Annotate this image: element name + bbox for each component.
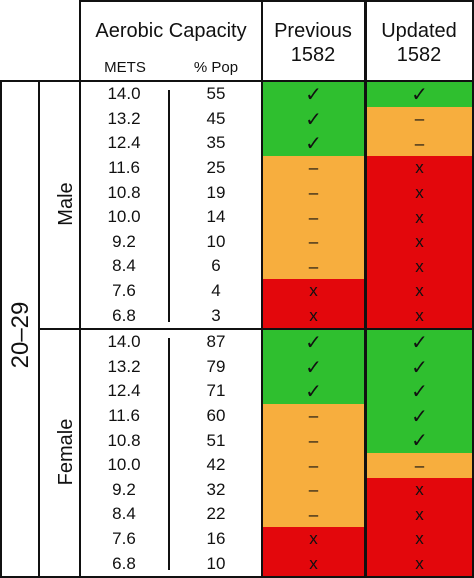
mets-value: 7.6 [112,529,136,549]
mets-value: 10.8 [107,182,141,202]
previous-status-cell [262,428,365,453]
pop-value: 14 [206,207,226,227]
pop-value: 6 [211,256,221,276]
cross-icon: x [415,182,424,202]
pop-value: 51 [206,430,226,450]
age-group-text: 20–29 [7,301,34,369]
updated-status-cell [366,453,473,478]
cross-icon: x [309,529,318,549]
group-divider [38,328,474,330]
top-border [80,0,474,2]
header-bottom-border [0,80,474,82]
updated-status-cell [366,230,473,255]
pop-value: 79 [206,356,226,376]
pop-value: 19 [206,182,226,202]
mets-value: 10.0 [107,455,141,475]
cross-icon: x [415,305,424,325]
updated-status-cell [366,254,473,279]
previous-status-cell [262,404,365,429]
left-border [0,80,2,578]
mets-value: 6.8 [112,553,136,573]
previous-status-cell [262,527,365,552]
previous-status-cell [262,453,365,478]
mets-value: 9.2 [112,231,136,251]
dash-icon: – [308,455,319,475]
previous-status-cell [262,230,365,255]
dash-icon: – [308,232,319,252]
check-icon: ✓ [411,84,428,107]
mets-value: 7.6 [112,281,136,301]
updated-status-cell [366,404,473,429]
mets-value: 6.8 [112,305,136,325]
updated-heading-line-1: Updated [381,20,457,42]
cross-icon: x [415,207,424,227]
updated-status-cell [366,303,473,328]
mets-value: 9.2 [112,479,136,499]
check-icon: ✓ [305,356,322,379]
mets-value: 13.2 [107,108,141,128]
mets-value: 8.4 [112,256,136,276]
cross-icon: x [415,256,424,276]
cross-icon: x [415,232,424,252]
mets-value: 13.2 [107,356,141,376]
updated-status-cell [366,551,473,576]
previous-column-heading [262,10,364,76]
updated-status-cell [366,330,473,355]
mets-value: 11.6 [108,406,140,426]
cross-icon: x [415,529,424,549]
check-icon: ✓ [305,332,322,355]
previous-heading-line-2: 1582 [290,44,336,66]
pop-value: 32 [206,479,226,499]
male-label-text: Male [54,182,77,226]
dash-icon: – [308,158,319,178]
mets-value: 8.4 [112,504,136,524]
dash-icon: – [414,133,425,153]
check-icon: ✓ [411,430,428,453]
mets-pop-divider [168,90,170,322]
updated-status-cell [366,478,473,503]
check-icon: ✓ [411,356,428,379]
pop-value: 10 [206,231,226,251]
updated-status-cell [366,279,473,304]
check-icon: ✓ [305,108,322,131]
updated-status-cell [366,428,473,453]
updated-status-cell [366,205,473,230]
updated-status-cell [366,131,473,156]
mets-value: 11.6 [108,158,140,178]
cross-icon: x [415,553,424,573]
aerobic-capacity-heading [80,14,262,48]
dash-icon: – [308,406,319,426]
mets-value: 12.4 [107,133,141,153]
previous-left-divider [261,0,263,578]
cross-icon: x [415,504,424,524]
pop-value: 60 [206,406,226,426]
updated-status-cell [366,355,473,380]
previous-status-cell [262,254,365,279]
pop-value: 16 [206,529,226,549]
previous-status-cell [262,205,365,230]
check-icon: ✓ [305,381,322,404]
updated-status-cell [366,502,473,527]
previous-status-cell [262,107,365,132]
dash-icon: – [414,109,425,129]
cross-icon: x [309,553,318,573]
aerobic-capacity-title: Aerobic Capacity [95,20,247,42]
pop-column-heading: % Pop [193,58,239,76]
check-icon: ✓ [411,332,428,355]
dash-icon: – [308,182,319,202]
age-sex-divider [38,80,40,578]
updated-status-cell [366,527,473,552]
cross-icon: x [309,281,318,301]
previous-heading-line-1: Previous [274,20,352,42]
mets-value: 12.4 [107,381,141,401]
cross-icon: x [415,480,424,500]
header-left-divider [79,0,81,578]
check-icon: ✓ [411,381,428,404]
previous-status-cell [262,156,365,181]
pop-value: 55 [206,84,226,104]
cross-icon: x [415,158,424,178]
pop-value: 45 [206,108,226,128]
previous-status-cell [262,551,365,576]
dash-icon: – [308,256,319,276]
dash-icon: – [308,207,319,227]
previous-updated-divider [364,0,367,578]
pop-value: 22 [206,504,226,524]
pop-value: 71 [206,381,226,401]
female-label-text: Female [54,418,77,486]
dash-icon: – [308,430,319,450]
previous-status-cell [262,180,365,205]
pop-value: 25 [206,158,226,178]
updated-heading-line-2: 1582 [396,44,442,66]
previous-status-cell [262,502,365,527]
mets-value: 10.0 [107,207,141,227]
updated-status-cell [366,82,473,107]
mets-column-heading: METS [104,58,146,76]
check-icon: ✓ [305,133,322,156]
dash-icon: – [308,504,319,524]
updated-column-heading [366,10,472,76]
dash-icon: – [308,480,319,500]
cross-icon: x [415,281,424,301]
previous-status-cell [262,379,365,404]
updated-status-cell [366,379,473,404]
mets-value: 14.0 [107,332,141,352]
updated-status-cell [366,107,473,132]
pop-value: 10 [206,553,226,573]
previous-status-cell [262,478,365,503]
mets-value: 10.8 [107,430,141,450]
pop-value: 42 [206,455,226,475]
pop-value: 87 [206,332,226,352]
dash-icon: – [414,455,425,475]
check-icon: ✓ [411,405,428,428]
cross-icon: x [309,305,318,325]
previous-status-cell [262,131,365,156]
previous-status-cell [262,330,365,355]
previous-status-cell [262,303,365,328]
previous-status-cell [262,279,365,304]
mets-value: 14.0 [107,84,141,104]
check-icon: ✓ [305,84,322,107]
updated-status-cell [366,180,473,205]
mets-pop-divider-female [168,338,170,570]
pop-value: 4 [211,281,221,301]
updated-status-cell [366,156,473,181]
previous-status-cell [262,355,365,380]
pop-value: 35 [206,133,226,153]
pop-value: 3 [211,305,221,325]
previous-status-cell [262,82,365,107]
